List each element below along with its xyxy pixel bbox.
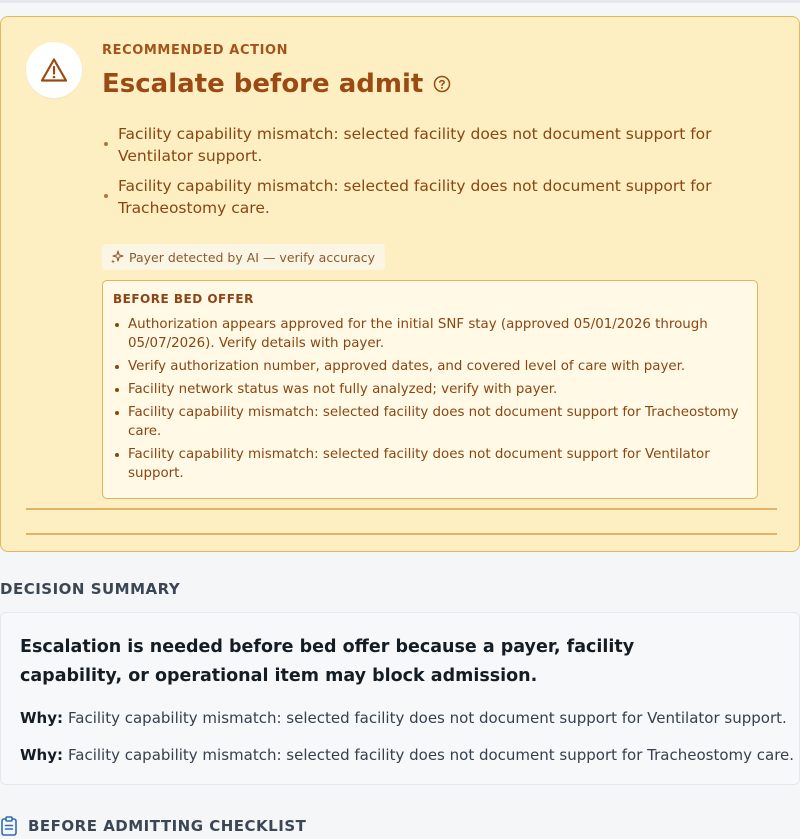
recommended-action-eyebrow: RECOMMENDED ACTION bbox=[102, 43, 289, 58]
bed-offer-item: Authorization appears approved for the initial SNF stay (approved 05/01/2026 through 05/07/2026). Verify details with payer. bbox=[113, 315, 747, 353]
ai-notice-text: Payer detected by AI — verify accuracy bbox=[129, 249, 376, 265]
decision-summary-headline: Escalation is needed before bed offer because a payer, facility capability, or operational item may block admission. bbox=[20, 637, 635, 686]
bed-offer-item: Verify authorization number, approved dates, and covered level of care with payer. bbox=[113, 357, 747, 376]
why-line bbox=[20, 709, 787, 727]
checklist-heading-label: BEFORE ADMITTING CHECKLIST bbox=[28, 817, 307, 835]
decision-summary-card bbox=[0, 612, 800, 785]
why-line bbox=[20, 746, 794, 764]
why-text: Facility capability mismatch: selected facility does not document support for Ventilator support. bbox=[68, 709, 787, 727]
checklist-heading bbox=[0, 816, 306, 836]
action-title: Escalate before admit bbox=[102, 69, 424, 99]
recommended-action-card bbox=[0, 16, 800, 552]
why-text: Facility capability mismatch: selected facility does not document support for Tracheostomy care. bbox=[68, 746, 795, 764]
card-divider bbox=[26, 533, 777, 535]
bed-offer-item: Facility network status was not fully analyzed; verify with payer. bbox=[113, 380, 747, 399]
decision-summary-heading: DECISION SUMMARY bbox=[0, 580, 181, 598]
action-reason-item: Facility capability mismatch: selected facility does not document support for Ventilator support. bbox=[102, 123, 742, 167]
action-title-row bbox=[102, 69, 451, 99]
before-bed-offer-title: BEFORE BED OFFER bbox=[113, 292, 254, 306]
warning-icon bbox=[40, 57, 68, 83]
clipboard-icon bbox=[0, 816, 18, 836]
warning-icon-badge bbox=[26, 42, 82, 98]
ai-detected-notice bbox=[102, 244, 385, 270]
why-label: Why: bbox=[20, 746, 64, 764]
why-label: Why: bbox=[20, 709, 64, 727]
bed-offer-item: Facility capability mismatch: selected facility does not document support for Ventilator support. bbox=[113, 445, 747, 483]
action-reason-item: Facility capability mismatch: selected facility does not document support for Tracheostomy care. bbox=[102, 175, 742, 219]
action-reasons-list bbox=[102, 123, 742, 227]
bed-offer-item: Facility capability mismatch: selected facility does not document support for Tracheostomy care. bbox=[113, 403, 747, 441]
card-divider bbox=[26, 508, 777, 510]
before-bed-offer-list bbox=[113, 315, 747, 483]
top-divider bbox=[0, 0, 800, 3]
help-icon[interactable] bbox=[433, 75, 451, 93]
before-bed-offer-box bbox=[102, 280, 758, 499]
sparkle-icon bbox=[110, 250, 124, 264]
